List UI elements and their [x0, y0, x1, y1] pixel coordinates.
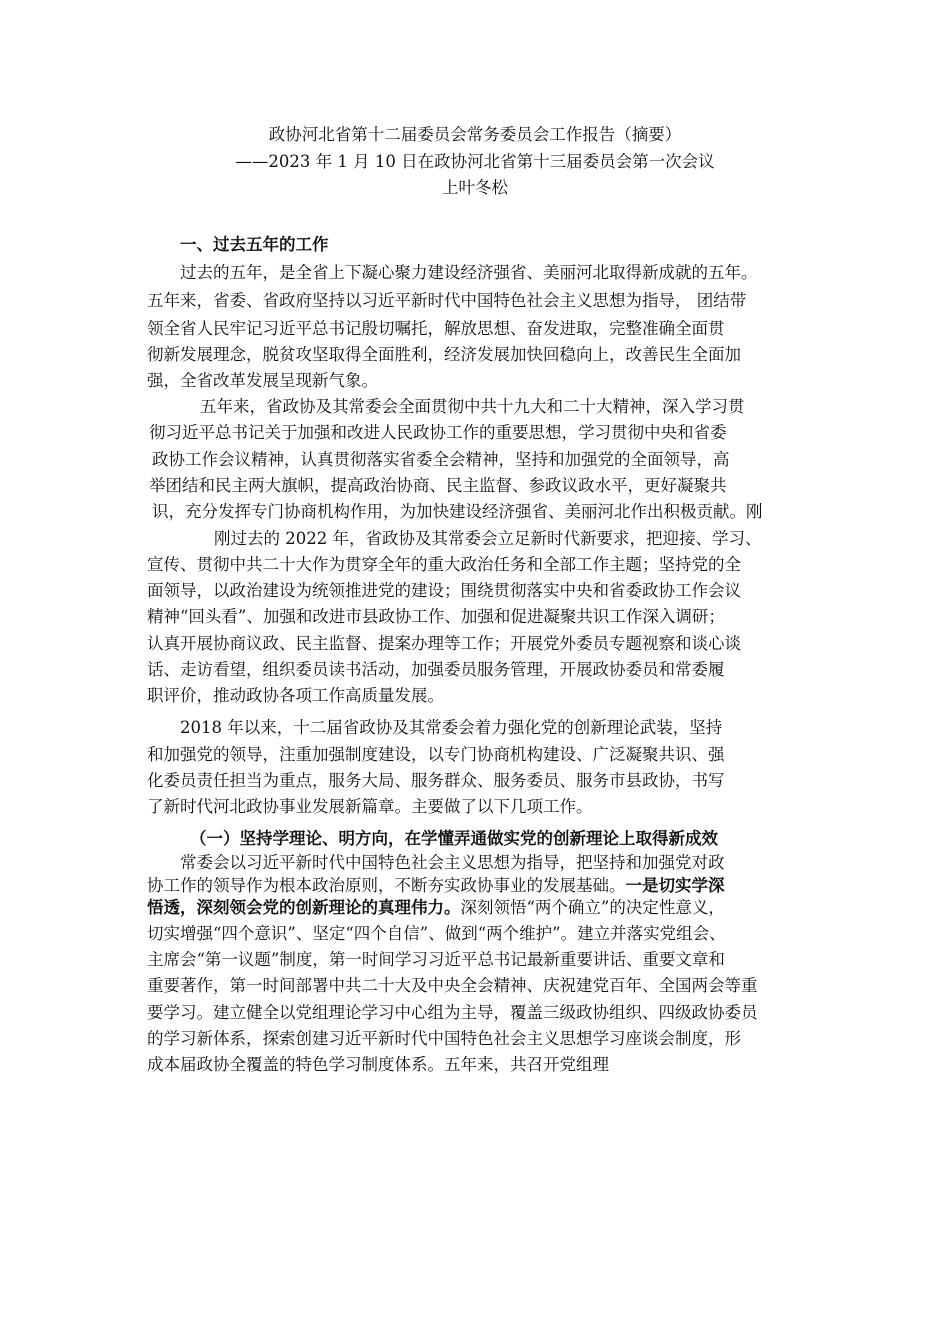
text-line: 职评价，推动政协各项工作高质量发展。: [147, 686, 444, 705]
text-line: 化委员责任担当为重点，服务大局、服务群众、服务委员、服务市县政协，书写: [147, 771, 725, 790]
text-line: 重要著作，第一时间部署中共二十大及中央全会精神、庆祝建党百年、全国两会等重: [147, 976, 758, 995]
text-line: 五年来，省政协及其常委会全面贯彻中共十九大和二十大精神，深入学习贯: [200, 397, 745, 416]
text-line: 了新时代河北政协事业发展新篇章。主要做了以下几项工作。: [147, 797, 593, 816]
text-line: 主席会“第一议题”制度，第一时间学习习近平总书记最新重要讲话、重要文章和: [147, 950, 725, 969]
text-line: 切实增强“四个意识”、坚定“四个自信”、做到“两个维护”。建立并落实党组会、: [147, 924, 726, 943]
text-line: 面领导，以政治建设为统领推进党的建设；围绕贯彻落实中央和省委政协工作会议: [147, 581, 741, 600]
text-line: 认真开展协商议政、民主监督、提案办理等工作；开展党外委员专题视察和谈心谈: [147, 634, 741, 653]
text-line: 的学习新体系，探索创建习近平新时代中国特色社会主义思想学习座谈会制度，形: [147, 1029, 741, 1048]
text-line: 彻习近平总书记关于加强和改进人民政协工作的重要思想，学习贯彻中央和省委: [149, 423, 727, 442]
bold-span: 悟透，深刻领会党的创新理论的真理伟力。: [147, 898, 461, 917]
text-line: 刚过去的 2022 年，省政协及其常委会立足新时代新要求，把迎接、学习、: [214, 529, 762, 548]
text-line: 彻新发展理念，脱贫攻坚取得全面胜利，经济发展加快回稳向上，改善民生全面加: [147, 345, 741, 364]
text-span: 协工作的领导作为根本政治原则，不断夯实政协事业的发展基础。: [147, 876, 626, 895]
text-line: 话、走访看望，组织委员读书活动，加强委员服务管理，开展政协委员和常委履: [147, 660, 725, 679]
text-line: 举团结和民主两大旗帜，提高政治协商、民主监督、参政议政水平，更好凝聚共: [149, 476, 727, 495]
text-line: 宣传、贯彻中共二十大作为贯穿全年的重大政治任务和全部工作主题；坚持党的全: [147, 555, 741, 574]
document-subtitle: ——2023 年 1 月 10 日在政协河北省第十三届委员会第一次会议: [235, 152, 715, 171]
text-line: 精神“回头看”、加强和改进市县政协工作、加强和促进凝聚共识工作深入调研；: [147, 607, 725, 626]
text-line: 要学习。建立健全以党组理论学习中心组为主导，覆盖三级政协组织、四级政协委员: [147, 1003, 758, 1022]
text-line-mixed: [147, 898, 725, 918]
text-line: 领全省人民牢记习近平总书记殷切嘱托，解放思想、奋发进取，完整准确全面贯: [147, 319, 725, 338]
bold-span: 一是切实学深: [625, 876, 725, 895]
text-line: 五年来，省委、省政府坚持以习近平新时代中国特色社会主义思想为指导， 团结带: [147, 291, 747, 310]
text-line: 过去的五年，是全省上下凝心聚力建设经济强省、美丽河北取得新成就的五年。: [180, 263, 758, 282]
text-line: 常委会以习近平新时代中国特色社会主义思想为指导，把坚持和加强党对政: [180, 853, 725, 872]
text-span: 深刻领悟“两个确立”的决定性意义，: [460, 898, 725, 917]
subheading: （一）坚持学理论、明方向，在学懂弄通做实党的创新理论上取得新成效: [190, 829, 718, 848]
text-line: 和加强党的领导，注重加强制度建设，以专门协商机构建设、广泛凝聚共识、强: [147, 745, 725, 764]
text-line: 成本届政协全覆盖的特色学习制度体系。五年来，共召开党组理: [147, 1055, 609, 1074]
text-line: 政协工作会议精神，认真贯彻落实省委全会精神，坚持和加强党的全面领导，高: [152, 450, 730, 469]
document-author: 上叶冬松: [442, 178, 508, 197]
document-title: 政协河北省第十二届委员会常务委员会工作报告（摘要）: [268, 125, 682, 144]
text-line: 2018 年以来，十二届省政协及其常委会着力强化党的创新理论武装，坚持: [180, 718, 723, 737]
section-heading: 一、过去五年的工作: [180, 235, 329, 254]
text-line: 识，充分发挥专门协商机构作用，为加快建设经济强省、美丽河北作出积极贡献。刚: [152, 502, 763, 521]
text-line: 强，全省改革发展呈现新气象。: [147, 371, 378, 390]
text-line-mixed: [147, 876, 725, 896]
